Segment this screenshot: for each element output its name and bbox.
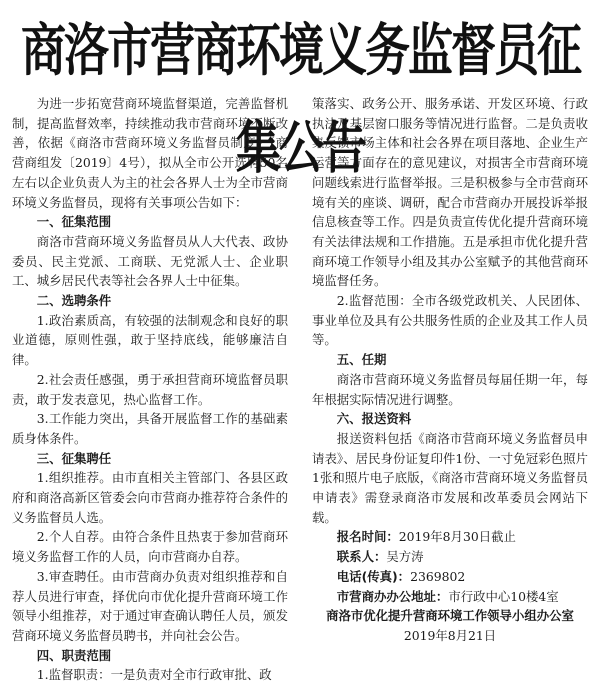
condition-item-1: 1.政治素质高，有较强的法制观念和良好的职业道德，原则性强，敢于坚持底线，能够廉洁自律。 <box>12 312 288 368</box>
scope-paragraph: 商洛市营商环境义务监督员从人大代表、政协委员、民主党派、工商联、无党派人士、企业职工、城乡居民代表等社会各界人士中征集。 <box>12 233 288 289</box>
section-heading-recruitment: 三、征集聘任 <box>36 450 112 466</box>
recruitment-item-2: 2.个人自荐。由符合条件且热衷于参加营商环境义务监督工作的人员，向市营商办自荐。 <box>12 529 288 565</box>
deadline-line <box>312 527 588 547</box>
issue-date: 2019年8月21日 <box>403 627 497 643</box>
address-label: 市营商办办公地址： <box>336 588 449 604</box>
section-heading-duties: 四、职责范围 <box>36 647 112 663</box>
phone-label: 电话(传真)： <box>336 568 411 584</box>
term-paragraph: 商洛市营商环境义务监督员每届任期一年，每年根据实际情况进行调整。 <box>312 371 588 407</box>
address-value: 市行政中心10楼4室 <box>448 588 559 604</box>
recruitment-item-1: 1.组织推荐。由市直相关主管部门、各县区政府和商洛高新区管委会向市营商办推荐符合条件的义务监督员人选。 <box>12 470 288 525</box>
deadline-label: 报名时间： <box>336 529 399 545</box>
section-heading-conditions: 二、选聘条件 <box>36 293 112 309</box>
left-column <box>12 94 288 683</box>
right-column <box>312 94 588 658</box>
duties-item-2: 2.监督范围：全市各级党政机关、人民团体、事业单位及具有公共服务性质的企业及其工作人员等。 <box>312 293 588 348</box>
intro-paragraph: 为进一步拓宽营商环境监督渠道，完善监督机制，提高监督效率，持续推动我市营商环境不断改善，依据《商洛市营商环境义务监督员制度》（商营商组发〔2019〕4号），拟从全市公开选聘50名左右以企业负责人为主的社会各界人士为全市营商环境义务监督员，现将有关事项公告如下： <box>12 96 288 210</box>
contact-label: 联系人： <box>336 549 387 565</box>
materials-paragraph: 报送资料包括《商洛市营商环境义务监督员申请表》、居民身份证复印件1份、一寸免冠彩色照片1张和照片电子底版，《商洛市营商环境义务监督员申请表》需登录商洛市发展和改革委员会网站下载。 <box>312 430 588 525</box>
issuer-name: 商洛市优化提升营商环境工作领导小组办公室 <box>326 608 574 624</box>
condition-item-3: 3.工作能力突出，具备开展监督工作的基础素质身体条件。 <box>12 411 288 446</box>
duties-item-1-start: 1.监督职责：一是负责对全市行政审批、政 <box>36 667 272 683</box>
condition-item-2: 2.社会责任感强，勇于承担营商环境监督员职责，敢于发表意见，热心监督工作。 <box>12 371 288 407</box>
phone-value: 2369802 <box>410 568 466 584</box>
phone-line <box>312 567 588 587</box>
contact-value: 吴方涛 <box>386 549 424 565</box>
section-heading-materials: 六、报送资料 <box>336 411 412 427</box>
section-heading-scope: 一、征集范围 <box>36 214 112 230</box>
address-line <box>312 587 588 607</box>
page-title: 商洛市营商环境义务监督员征集公告 <box>20 17 580 181</box>
duties-item-1-continued: 策落实、政务公开、服务承诺、开发区环境、行政执法及基层窗口服务等情况进行监督。二是负责收集反馈市场主体和社会各界在项目落地、企业生产运营等方面存在的意见建议，对损害全市营商环境问题线索进行监督举报。三是积极参与全市营商环境有关的座谈、调研，配合市营商办开展投诉举报信息核查等工作。四是负责宣传优化提升营商环境有关法律法规和工作措施。五是承担市优化提升营商环境工作领导小组及其办公室赋予的其他营商环境监督任务。 <box>312 96 588 289</box>
recruitment-item-3: 3.审查聘任。由市营商办负责对组织推荐和自荐人员进行审查，择优向市优化提升营商环境工作领导小组推荐，对于通过审查确认聘任人员，颁发营商环境义务监督员聘书，并向社会公告。 <box>12 568 288 643</box>
section-heading-term: 五、任期 <box>336 352 387 368</box>
contact-line <box>312 547 588 567</box>
deadline-value: 2019年8月30日截止 <box>398 529 516 545</box>
